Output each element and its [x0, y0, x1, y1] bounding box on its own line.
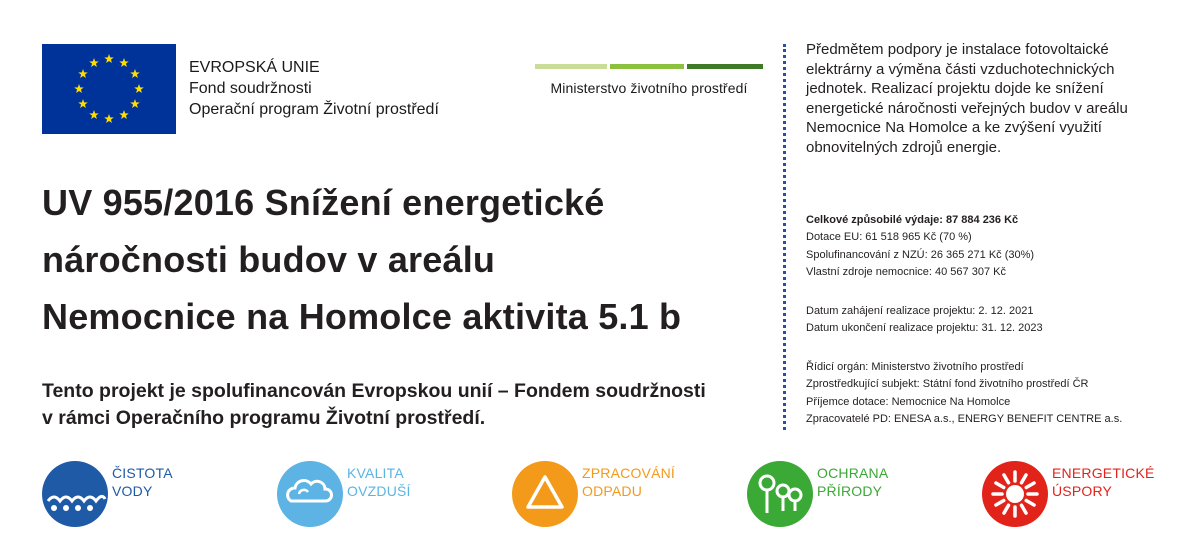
water-drops-icon [42, 461, 108, 527]
priority-nature [747, 461, 917, 529]
description-line: jednotek. Realizací projektu dojde ke snížení [806, 80, 1104, 97]
priority-energy-line2: ÚSPORY [1052, 483, 1113, 499]
title-line-2: náročnosti budov v areálu [42, 239, 496, 280]
description-line: Předmětem podpory je instalace fotovoltaické [806, 41, 1109, 58]
eu-subsidy: Dotace EU: 61 518 965 Kč (70 %) [806, 231, 972, 244]
eu-star [119, 110, 129, 119]
priority-nature-line1: OCHRANA [817, 465, 889, 481]
project-dates [806, 303, 1186, 338]
description-line: energetické náročnosti veřejných budov v areálu [806, 99, 1128, 117]
priority-air-label [347, 464, 411, 500]
project-description [806, 40, 1186, 157]
priority-water-label [112, 464, 173, 500]
dotted-divider [783, 44, 786, 430]
project-title [42, 174, 782, 345]
ministry-color-bars [535, 64, 763, 69]
organization-info [806, 359, 1186, 429]
eu-star [89, 58, 99, 67]
grant-recipient: Příjemce dotace: Nemocnice Na Homolce [806, 395, 1011, 408]
priority-waste-line1: ZPRACOVÁNÍ [582, 465, 676, 481]
ministry-logo [535, 64, 763, 96]
priority-water-line2: VODY [112, 483, 153, 499]
eu-flag-logo [42, 44, 176, 134]
title-line-1: UV 955/2016 Snížení energetické [42, 182, 605, 223]
sun-energy-icon [982, 461, 1048, 527]
managing-authority: Řídicí orgán: Ministerstvo životního prostředí [806, 361, 1024, 373]
priority-nature-line2: PŘÍRODY [817, 483, 883, 499]
eu-fund-text [189, 57, 439, 120]
priority-nature-label [817, 464, 888, 500]
eu-star [78, 99, 88, 108]
eu-star [134, 84, 144, 93]
eu-star [119, 58, 129, 67]
processors: Zpracovatelé PD: ENESA a.s., ENERGY BENEFIT CENTRE a.s. [806, 413, 1123, 426]
subtitle-line-1: Tento projekt je spolufinancován Evropskou unií – Fondem soudržnosti [42, 380, 706, 402]
description-line: obnovitelných zdrojů energie. [806, 138, 1002, 156]
eu-star [104, 54, 114, 63]
cloud-icon [277, 461, 343, 527]
eu-line-2: Fond soudržnosti [189, 80, 312, 97]
description-line: Nemocnice Na Homolce a ke zvýšení využití [806, 119, 1102, 136]
description-line: elektrárny a výměna části vzduchotechnických [806, 60, 1115, 78]
subtitle-line-2: v rámci Operačního programu Životní prostředí. [42, 407, 486, 429]
ministry-bar-3 [687, 64, 763, 69]
priority-waste-label [582, 464, 675, 500]
priority-waste [512, 461, 692, 529]
eu-star [74, 84, 84, 93]
eu-star [130, 69, 140, 78]
title-line-3: Nemocnice na Homolce aktivita 5.1 b [42, 296, 682, 337]
priority-water-line1: ČISTOTA [112, 465, 173, 481]
own-resources: Vlastní zdroje nemocnice: 40 567 307 Kč [806, 266, 1006, 279]
recycle-triangle-icon [512, 461, 578, 527]
finance-info [806, 212, 1186, 282]
eu-star [130, 99, 140, 108]
priority-energy-line1: ENERGETICKÉ [1052, 465, 1155, 481]
priority-energy-label [1052, 464, 1155, 500]
priority-air [277, 461, 437, 529]
end-date: Datum ukončení realizace projektu: 31. 12. 2023 [806, 322, 1043, 335]
priority-air-line1: KVALITA [347, 465, 404, 481]
nature-icon [747, 461, 813, 527]
priority-water [42, 461, 202, 529]
start-date: Datum zahájení realizace projektu: 2. 12. 2021 [806, 305, 1034, 317]
eu-star [78, 69, 88, 78]
eu-stars-icon [42, 44, 176, 134]
eu-line-3: Operační program Životní prostředí [189, 101, 439, 118]
cofinancing-statement [42, 378, 782, 432]
priority-energy [982, 461, 1182, 529]
eu-star [104, 114, 114, 123]
ministry-bar-2 [610, 64, 684, 69]
ministry-bar-1 [535, 64, 607, 69]
ministry-label: Ministerstvo životního prostředí [550, 80, 748, 96]
intermediate-body: Zprostředkující subjekt: Státní fond životního prostředí ČR [806, 378, 1089, 391]
total-expenses: Celkové způsobilé výdaje: 87 884 236 Kč [806, 214, 1019, 226]
priority-air-line2: OVZDUŠÍ [347, 483, 411, 499]
priority-waste-line2: ODPADU [582, 483, 643, 499]
eu-star [89, 110, 99, 119]
eu-line-1: EVROPSKÁ UNIE [189, 59, 320, 76]
nzu-cofinancing: Spolufinancování z NZÚ: 26 365 271 Kč (30%) [806, 248, 1035, 261]
